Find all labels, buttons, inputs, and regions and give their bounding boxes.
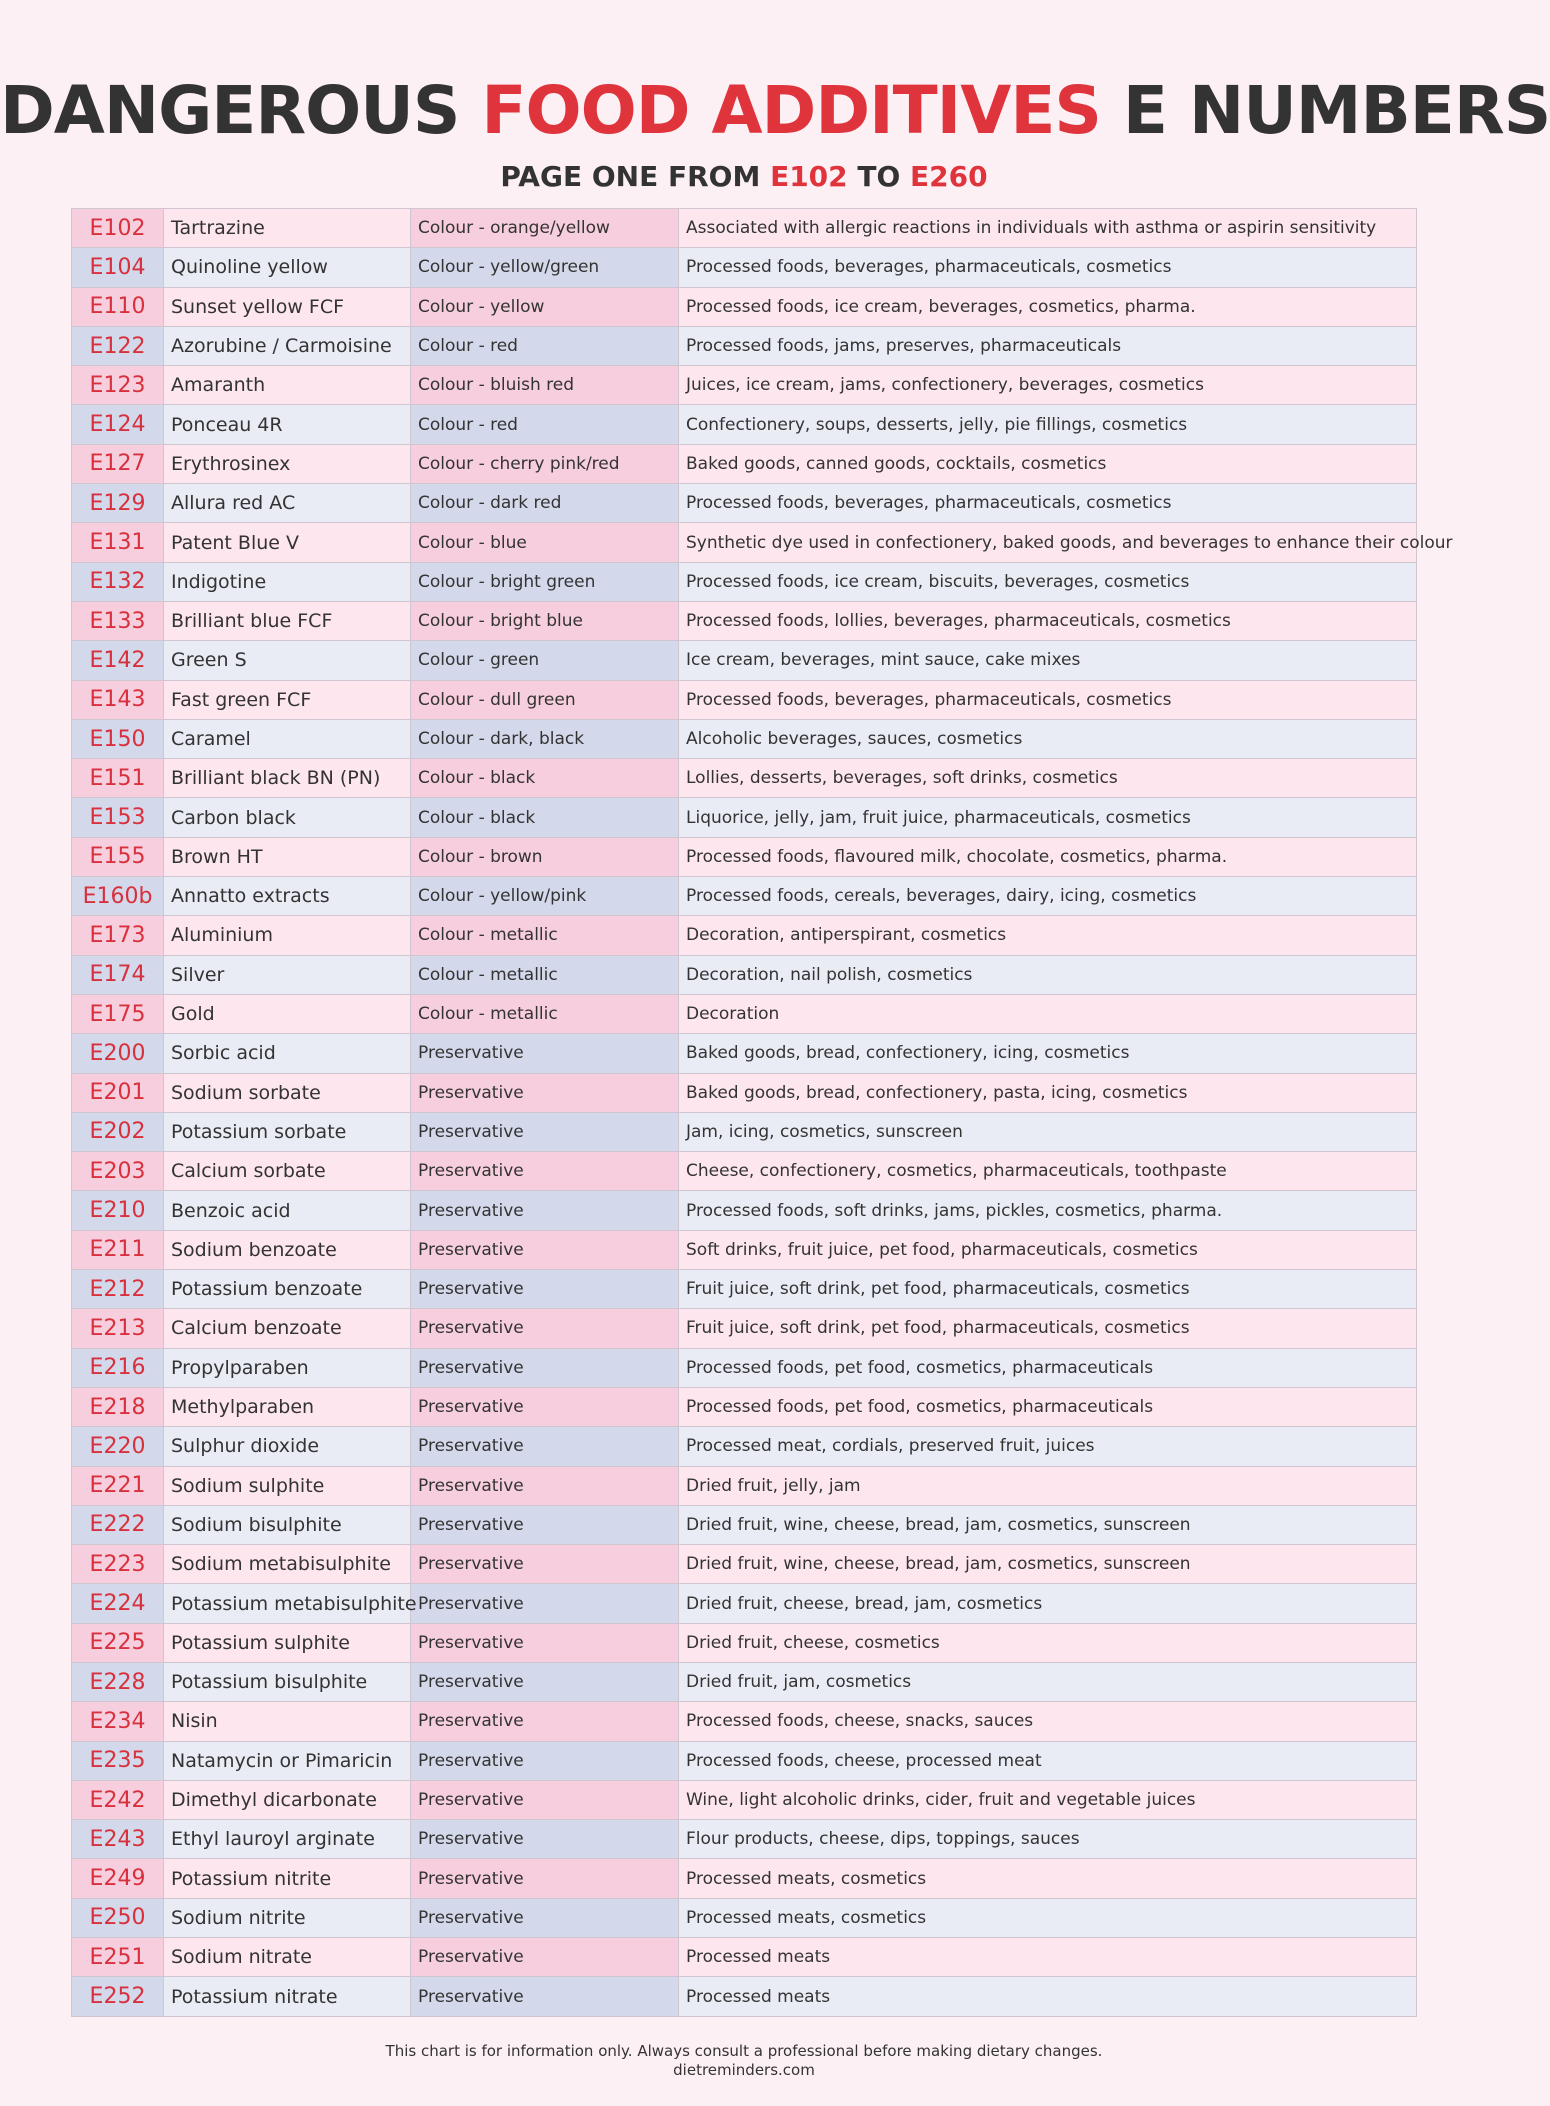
additive-name: Sodium metabisulphite xyxy=(164,1545,411,1584)
additive-uses: Baked goods, bread, confectionery, pasta, icing, cosmetics xyxy=(679,1073,1417,1112)
additive-code: E150 xyxy=(72,719,164,758)
additive-type: Preservative xyxy=(411,1427,679,1466)
additive-name: Indigotine xyxy=(164,562,411,601)
table-row xyxy=(72,1584,1417,1623)
table-row xyxy=(72,1230,1417,1269)
additive-code: E175 xyxy=(72,994,164,1033)
additive-code: E223 xyxy=(72,1545,164,1584)
additive-uses: Processed foods, ice cream, biscuits, beverages, cosmetics xyxy=(679,562,1417,601)
additive-type: Preservative xyxy=(411,1191,679,1230)
additive-uses: Dried fruit, cheese, cosmetics xyxy=(679,1623,1417,1662)
additive-name: Patent Blue V xyxy=(164,523,411,562)
additive-uses: Processed meats xyxy=(679,1977,1417,2016)
additive-name: Silver xyxy=(164,955,411,994)
additive-code: E234 xyxy=(72,1702,164,1741)
additive-code: E129 xyxy=(72,484,164,523)
additive-name: Sodium nitrite xyxy=(164,1898,411,1937)
additive-type: Preservative xyxy=(411,1230,679,1269)
table-row xyxy=(72,641,1417,680)
additives-table-body xyxy=(72,209,1453,2017)
additive-name: Allura red AC xyxy=(164,484,411,523)
additive-type: Preservative xyxy=(411,1545,679,1584)
additive-name: Green S xyxy=(164,641,411,680)
additive-name: Potassium nitrate xyxy=(164,1977,411,2016)
additive-type: Colour - bright green xyxy=(411,562,679,601)
additive-uses: Fruit juice, soft drink, pet food, pharmaceuticals, cosmetics xyxy=(679,1309,1417,1348)
table-row xyxy=(72,523,1417,562)
additive-uses: Processed foods, beverages, pharmaceuticals, cosmetics xyxy=(679,484,1417,523)
additive-uses: Processed foods, cheese, processed meat xyxy=(679,1741,1417,1780)
additive-uses: Dried fruit, cheese, bread, jam, cosmetics xyxy=(679,1584,1417,1623)
additive-type: Preservative xyxy=(411,1387,679,1426)
table-row xyxy=(72,1387,1417,1426)
table-row xyxy=(72,1034,1417,1073)
page-subtitle xyxy=(0,160,1488,193)
additive-uses: Processed foods, cereals, beverages, dairy, icing, cosmetics xyxy=(679,877,1417,916)
additive-code: E151 xyxy=(72,759,164,798)
additive-type: Colour - brown xyxy=(411,837,679,876)
table-row xyxy=(72,1348,1417,1387)
table-row xyxy=(72,837,1417,876)
additive-type: Colour - cherry pink/red xyxy=(411,444,679,483)
additive-code: E221 xyxy=(72,1466,164,1505)
additive-code: E222 xyxy=(72,1505,164,1544)
additive-uses: Decoration, antiperspirant, cosmetics xyxy=(679,916,1417,955)
additive-name: Sodium benzoate xyxy=(164,1230,411,1269)
additive-type: Colour - bright blue xyxy=(411,601,679,640)
additives-table xyxy=(71,208,1453,2017)
additive-type: Colour - red xyxy=(411,326,679,365)
additive-type: Colour - yellow xyxy=(411,287,679,326)
additive-type: Colour - metallic xyxy=(411,994,679,1033)
additive-code: E202 xyxy=(72,1112,164,1151)
additive-code: E122 xyxy=(72,326,164,365)
table-row xyxy=(72,1820,1417,1859)
additive-name: Sodium bisulphite xyxy=(164,1505,411,1544)
additive-uses: Dried fruit, wine, cheese, bread, jam, cosmetics, sunscreen xyxy=(679,1545,1417,1584)
additive-name: Sulphur dioxide xyxy=(164,1427,411,1466)
additive-code: E104 xyxy=(72,248,164,287)
additive-name: Amaranth xyxy=(164,366,411,405)
additive-uses: Decoration xyxy=(679,994,1417,1033)
additive-uses: Liquorice, jelly, jam, fruit juice, pharmaceuticals, cosmetics xyxy=(679,798,1417,837)
additive-type: Colour - metallic xyxy=(411,916,679,955)
additive-name: Calcium benzoate xyxy=(164,1309,411,1348)
table-row xyxy=(72,1977,1417,2016)
additive-code: E213 xyxy=(72,1309,164,1348)
table-row xyxy=(72,1859,1417,1898)
additive-uses: Processed foods, beverages, pharmaceuticals, cosmetics xyxy=(679,680,1417,719)
additive-type: Preservative xyxy=(411,1938,679,1977)
additive-uses: Associated with allergic reactions in individuals with asthma or aspirin sensitivity xyxy=(679,209,1417,248)
additive-type: Colour - black xyxy=(411,759,679,798)
additive-uses: Flour products, cheese, dips, toppings, sauces xyxy=(679,1820,1417,1859)
additive-type: Colour - blue xyxy=(411,523,679,562)
additive-name: Potassium nitrite xyxy=(164,1859,411,1898)
table-row xyxy=(72,1309,1417,1348)
additive-code: E201 xyxy=(72,1073,164,1112)
table-row xyxy=(72,798,1417,837)
additive-code: E132 xyxy=(72,562,164,601)
additive-uses: Lollies, desserts, beverages, soft drinks, cosmetics xyxy=(679,759,1417,798)
additive-type: Preservative xyxy=(411,1662,679,1701)
additive-code: E218 xyxy=(72,1387,164,1426)
table-row xyxy=(72,444,1417,483)
additive-code: E242 xyxy=(72,1780,164,1819)
table-row xyxy=(72,287,1417,326)
additive-name: Potassium sorbate xyxy=(164,1112,411,1151)
table-row xyxy=(72,759,1417,798)
additive-type: Preservative xyxy=(411,1859,679,1898)
table-row xyxy=(72,1152,1417,1191)
additive-uses: Confectionery, soups, desserts, jelly, pie fillings, cosmetics xyxy=(679,405,1417,444)
additive-name: Calcium sorbate xyxy=(164,1152,411,1191)
additive-uses: Processed meat, cordials, preserved fruit, juices xyxy=(679,1427,1417,1466)
additive-code: E212 xyxy=(72,1270,164,1309)
table-row xyxy=(72,680,1417,719)
table-row xyxy=(72,1741,1417,1780)
table-row xyxy=(72,601,1417,640)
table-row xyxy=(72,326,1417,365)
table-row xyxy=(72,877,1417,916)
additive-name: Sodium sorbate xyxy=(164,1073,411,1112)
additive-type: Colour - red xyxy=(411,405,679,444)
table-row xyxy=(72,955,1417,994)
table-row xyxy=(72,1623,1417,1662)
additive-type: Colour - yellow/green xyxy=(411,248,679,287)
additive-uses: Processed foods, pet food, cosmetics, pharmaceuticals xyxy=(679,1348,1417,1387)
additive-type: Preservative xyxy=(411,1898,679,1937)
additive-name: Brilliant blue FCF xyxy=(164,601,411,640)
additive-uses: Processed foods, pet food, cosmetics, pharmaceuticals xyxy=(679,1387,1417,1426)
additive-code: E200 xyxy=(72,1034,164,1073)
additive-type: Preservative xyxy=(411,1820,679,1859)
additive-uses: Processed foods, cheese, snacks, sauces xyxy=(679,1702,1417,1741)
table-row xyxy=(72,366,1417,405)
table-row xyxy=(72,1505,1417,1544)
additive-uses: Synthetic dye used in confectionery, baked goods, and beverages to enhance their colour xyxy=(679,523,1417,562)
additive-code: E102 xyxy=(72,209,164,248)
footer-site: dietreminders.com xyxy=(673,2061,815,2079)
table-row xyxy=(72,1938,1417,1977)
additive-type: Colour - metallic xyxy=(411,955,679,994)
additive-type: Preservative xyxy=(411,1623,679,1662)
additive-name: Sorbic acid xyxy=(164,1034,411,1073)
additive-type: Preservative xyxy=(411,1780,679,1819)
additive-uses: Fruit juice, soft drink, pet food, pharmaceuticals, cosmetics xyxy=(679,1270,1417,1309)
additive-type: Preservative xyxy=(411,1466,679,1505)
additive-name: Propylparaben xyxy=(164,1348,411,1387)
additive-code: E203 xyxy=(72,1152,164,1191)
additive-name: Quinoline yellow xyxy=(164,248,411,287)
additive-name: Caramel xyxy=(164,719,411,758)
additive-uses: Processed foods, lollies, beverages, pharmaceuticals, cosmetics xyxy=(679,601,1417,640)
title-part2: E NUMBERS xyxy=(1100,72,1550,149)
table-row xyxy=(72,1662,1417,1701)
additive-name: Potassium benzoate xyxy=(164,1270,411,1309)
additive-code: E252 xyxy=(72,1977,164,2016)
additive-type: Preservative xyxy=(411,1034,679,1073)
title-highlight: FOOD ADDITIVES xyxy=(481,72,1101,149)
additive-name: Dimethyl dicarbonate xyxy=(164,1780,411,1819)
additive-name: Methylparaben xyxy=(164,1387,411,1426)
additive-uses: Baked goods, bread, confectionery, icing, cosmetics xyxy=(679,1034,1417,1073)
subtitle-mid: TO xyxy=(847,160,911,193)
table-row xyxy=(72,994,1417,1033)
additive-type: Colour - black xyxy=(411,798,679,837)
additive-code: E224 xyxy=(72,1584,164,1623)
additive-name: Brown HT xyxy=(164,837,411,876)
table-row xyxy=(72,248,1417,287)
additive-type: Colour - bluish red xyxy=(411,366,679,405)
additive-type: Colour - dull green xyxy=(411,680,679,719)
additive-uses: Cheese, confectionery, cosmetics, pharmaceuticals, toothpaste xyxy=(679,1152,1417,1191)
additive-type: Preservative xyxy=(411,1505,679,1544)
additive-uses: Processed foods, jams, preserves, pharmaceuticals xyxy=(679,326,1417,365)
table-row xyxy=(72,1466,1417,1505)
additive-type: Colour - orange/yellow xyxy=(411,209,679,248)
additive-name: Benzoic acid xyxy=(164,1191,411,1230)
subtitle-part1: PAGE ONE FROM xyxy=(500,160,771,193)
additive-uses: Wine, light alcoholic drinks, cider, fruit and vegetable juices xyxy=(679,1780,1417,1819)
additive-type: Preservative xyxy=(411,1741,679,1780)
additive-type: Preservative xyxy=(411,1309,679,1348)
table-row xyxy=(72,1191,1417,1230)
additive-code: E251 xyxy=(72,1938,164,1977)
additive-type: Preservative xyxy=(411,1702,679,1741)
additive-code: E153 xyxy=(72,798,164,837)
table-row xyxy=(72,1270,1417,1309)
additive-uses: Dried fruit, jelly, jam xyxy=(679,1466,1417,1505)
additive-code: E220 xyxy=(72,1427,164,1466)
table-row xyxy=(72,916,1417,955)
additive-code: E249 xyxy=(72,1859,164,1898)
subtitle-from-code: E102 xyxy=(770,160,848,193)
additive-code: E131 xyxy=(72,523,164,562)
table-row xyxy=(72,562,1417,601)
additive-name: Potassium metabisulphite xyxy=(164,1584,411,1623)
table-row xyxy=(72,405,1417,444)
additive-type: Preservative xyxy=(411,1073,679,1112)
additive-name: Ethyl lauroyl arginate xyxy=(164,1820,411,1859)
additive-name: Potassium sulphite xyxy=(164,1623,411,1662)
additive-uses: Processed foods, beverages, pharmaceuticals, cosmetics xyxy=(679,248,1417,287)
additive-uses: Soft drinks, fruit juice, pet food, pharmaceuticals, cosmetics xyxy=(679,1230,1417,1269)
additive-code: E123 xyxy=(72,366,164,405)
table-row xyxy=(72,209,1417,248)
additive-uses: Baked goods, canned goods, cocktails, cosmetics xyxy=(679,444,1417,483)
additive-uses: Processed meats xyxy=(679,1938,1417,1977)
additive-code: E216 xyxy=(72,1348,164,1387)
additive-type: Colour - green xyxy=(411,641,679,680)
additive-uses: Dried fruit, jam, cosmetics xyxy=(679,1662,1417,1701)
page-title xyxy=(0,72,1550,149)
additive-name: Annatto extracts xyxy=(164,877,411,916)
additive-name: Erythrosinex xyxy=(164,444,411,483)
additive-name: Carbon black xyxy=(164,798,411,837)
additive-type: Preservative xyxy=(411,1584,679,1623)
table-row xyxy=(72,1702,1417,1741)
additive-code: E173 xyxy=(72,916,164,955)
additive-code: E160b xyxy=(72,877,164,916)
additive-code: E110 xyxy=(72,287,164,326)
table-row xyxy=(72,1780,1417,1819)
table-row xyxy=(72,1545,1417,1584)
additive-name: Fast green FCF xyxy=(164,680,411,719)
additive-type: Preservative xyxy=(411,1152,679,1191)
title-part1: DANGEROUS xyxy=(0,72,482,149)
additive-type: Preservative xyxy=(411,1977,679,2016)
additive-name: Sunset yellow FCF xyxy=(164,287,411,326)
additive-name: Natamycin or Pimaricin xyxy=(164,1741,411,1780)
additive-code: E228 xyxy=(72,1662,164,1701)
additive-name: Azorubine / Carmoisine xyxy=(164,326,411,365)
table-row xyxy=(72,1898,1417,1937)
additive-uses: Dried fruit, wine, cheese, bread, jam, cosmetics, sunscreen xyxy=(679,1505,1417,1544)
additive-uses: Processed foods, soft drinks, jams, pickles, cosmetics, pharma. xyxy=(679,1191,1417,1230)
table-row xyxy=(72,1073,1417,1112)
additive-type: Colour - yellow/pink xyxy=(411,877,679,916)
additive-uses: Processed foods, ice cream, beverages, cosmetics, pharma. xyxy=(679,287,1417,326)
additive-code: E133 xyxy=(72,601,164,640)
additive-name: Tartrazine xyxy=(164,209,411,248)
additive-name: Nisin xyxy=(164,1702,411,1741)
additive-uses: Ice cream, beverages, mint sauce, cake mixes xyxy=(679,641,1417,680)
additive-code: E142 xyxy=(72,641,164,680)
additive-code: E155 xyxy=(72,837,164,876)
additive-type: Preservative xyxy=(411,1112,679,1151)
additive-code: E235 xyxy=(72,1741,164,1780)
additive-uses: Alcoholic beverages, sauces, cosmetics xyxy=(679,719,1417,758)
additive-name: Sodium sulphite xyxy=(164,1466,411,1505)
additive-code: E250 xyxy=(72,1898,164,1937)
table-row xyxy=(72,1427,1417,1466)
additive-name: Aluminium xyxy=(164,916,411,955)
additive-type: Preservative xyxy=(411,1348,679,1387)
subtitle-to-code: E260 xyxy=(910,160,988,193)
additive-uses: Processed foods, flavoured milk, chocolate, cosmetics, pharma. xyxy=(679,837,1417,876)
additive-code: E243 xyxy=(72,1820,164,1859)
additive-name: Gold xyxy=(164,994,411,1033)
additive-type: Colour - dark, black xyxy=(411,719,679,758)
additive-type: Preservative xyxy=(411,1270,679,1309)
additive-code: E174 xyxy=(72,955,164,994)
additive-name: Sodium nitrate xyxy=(164,1938,411,1977)
additive-uses: Jam, icing, cosmetics, sunscreen xyxy=(679,1112,1417,1151)
additive-code: E225 xyxy=(72,1623,164,1662)
table-row xyxy=(72,1112,1417,1151)
additive-uses: Juices, ice cream, jams, confectionery, beverages, cosmetics xyxy=(679,366,1417,405)
additive-code: E211 xyxy=(72,1230,164,1269)
additive-name: Potassium bisulphite xyxy=(164,1662,411,1701)
additive-uses: Processed meats, cosmetics xyxy=(679,1859,1417,1898)
additive-uses: Processed meats, cosmetics xyxy=(679,1898,1417,1937)
additive-code: E143 xyxy=(72,680,164,719)
additive-code: E127 xyxy=(72,444,164,483)
table-row xyxy=(72,484,1417,523)
additive-name: Brilliant black BN (PN) xyxy=(164,759,411,798)
table-row xyxy=(72,719,1417,758)
additive-name: Ponceau 4R xyxy=(164,405,411,444)
additive-uses: Decoration, nail polish, cosmetics xyxy=(679,955,1417,994)
additive-code: E210 xyxy=(72,1191,164,1230)
additive-type: Colour - dark red xyxy=(411,484,679,523)
additive-code: E124 xyxy=(72,405,164,444)
footer-disclaimer: This chart is for information only. Always consult a professional before making dietary changes. xyxy=(385,2042,1103,2060)
